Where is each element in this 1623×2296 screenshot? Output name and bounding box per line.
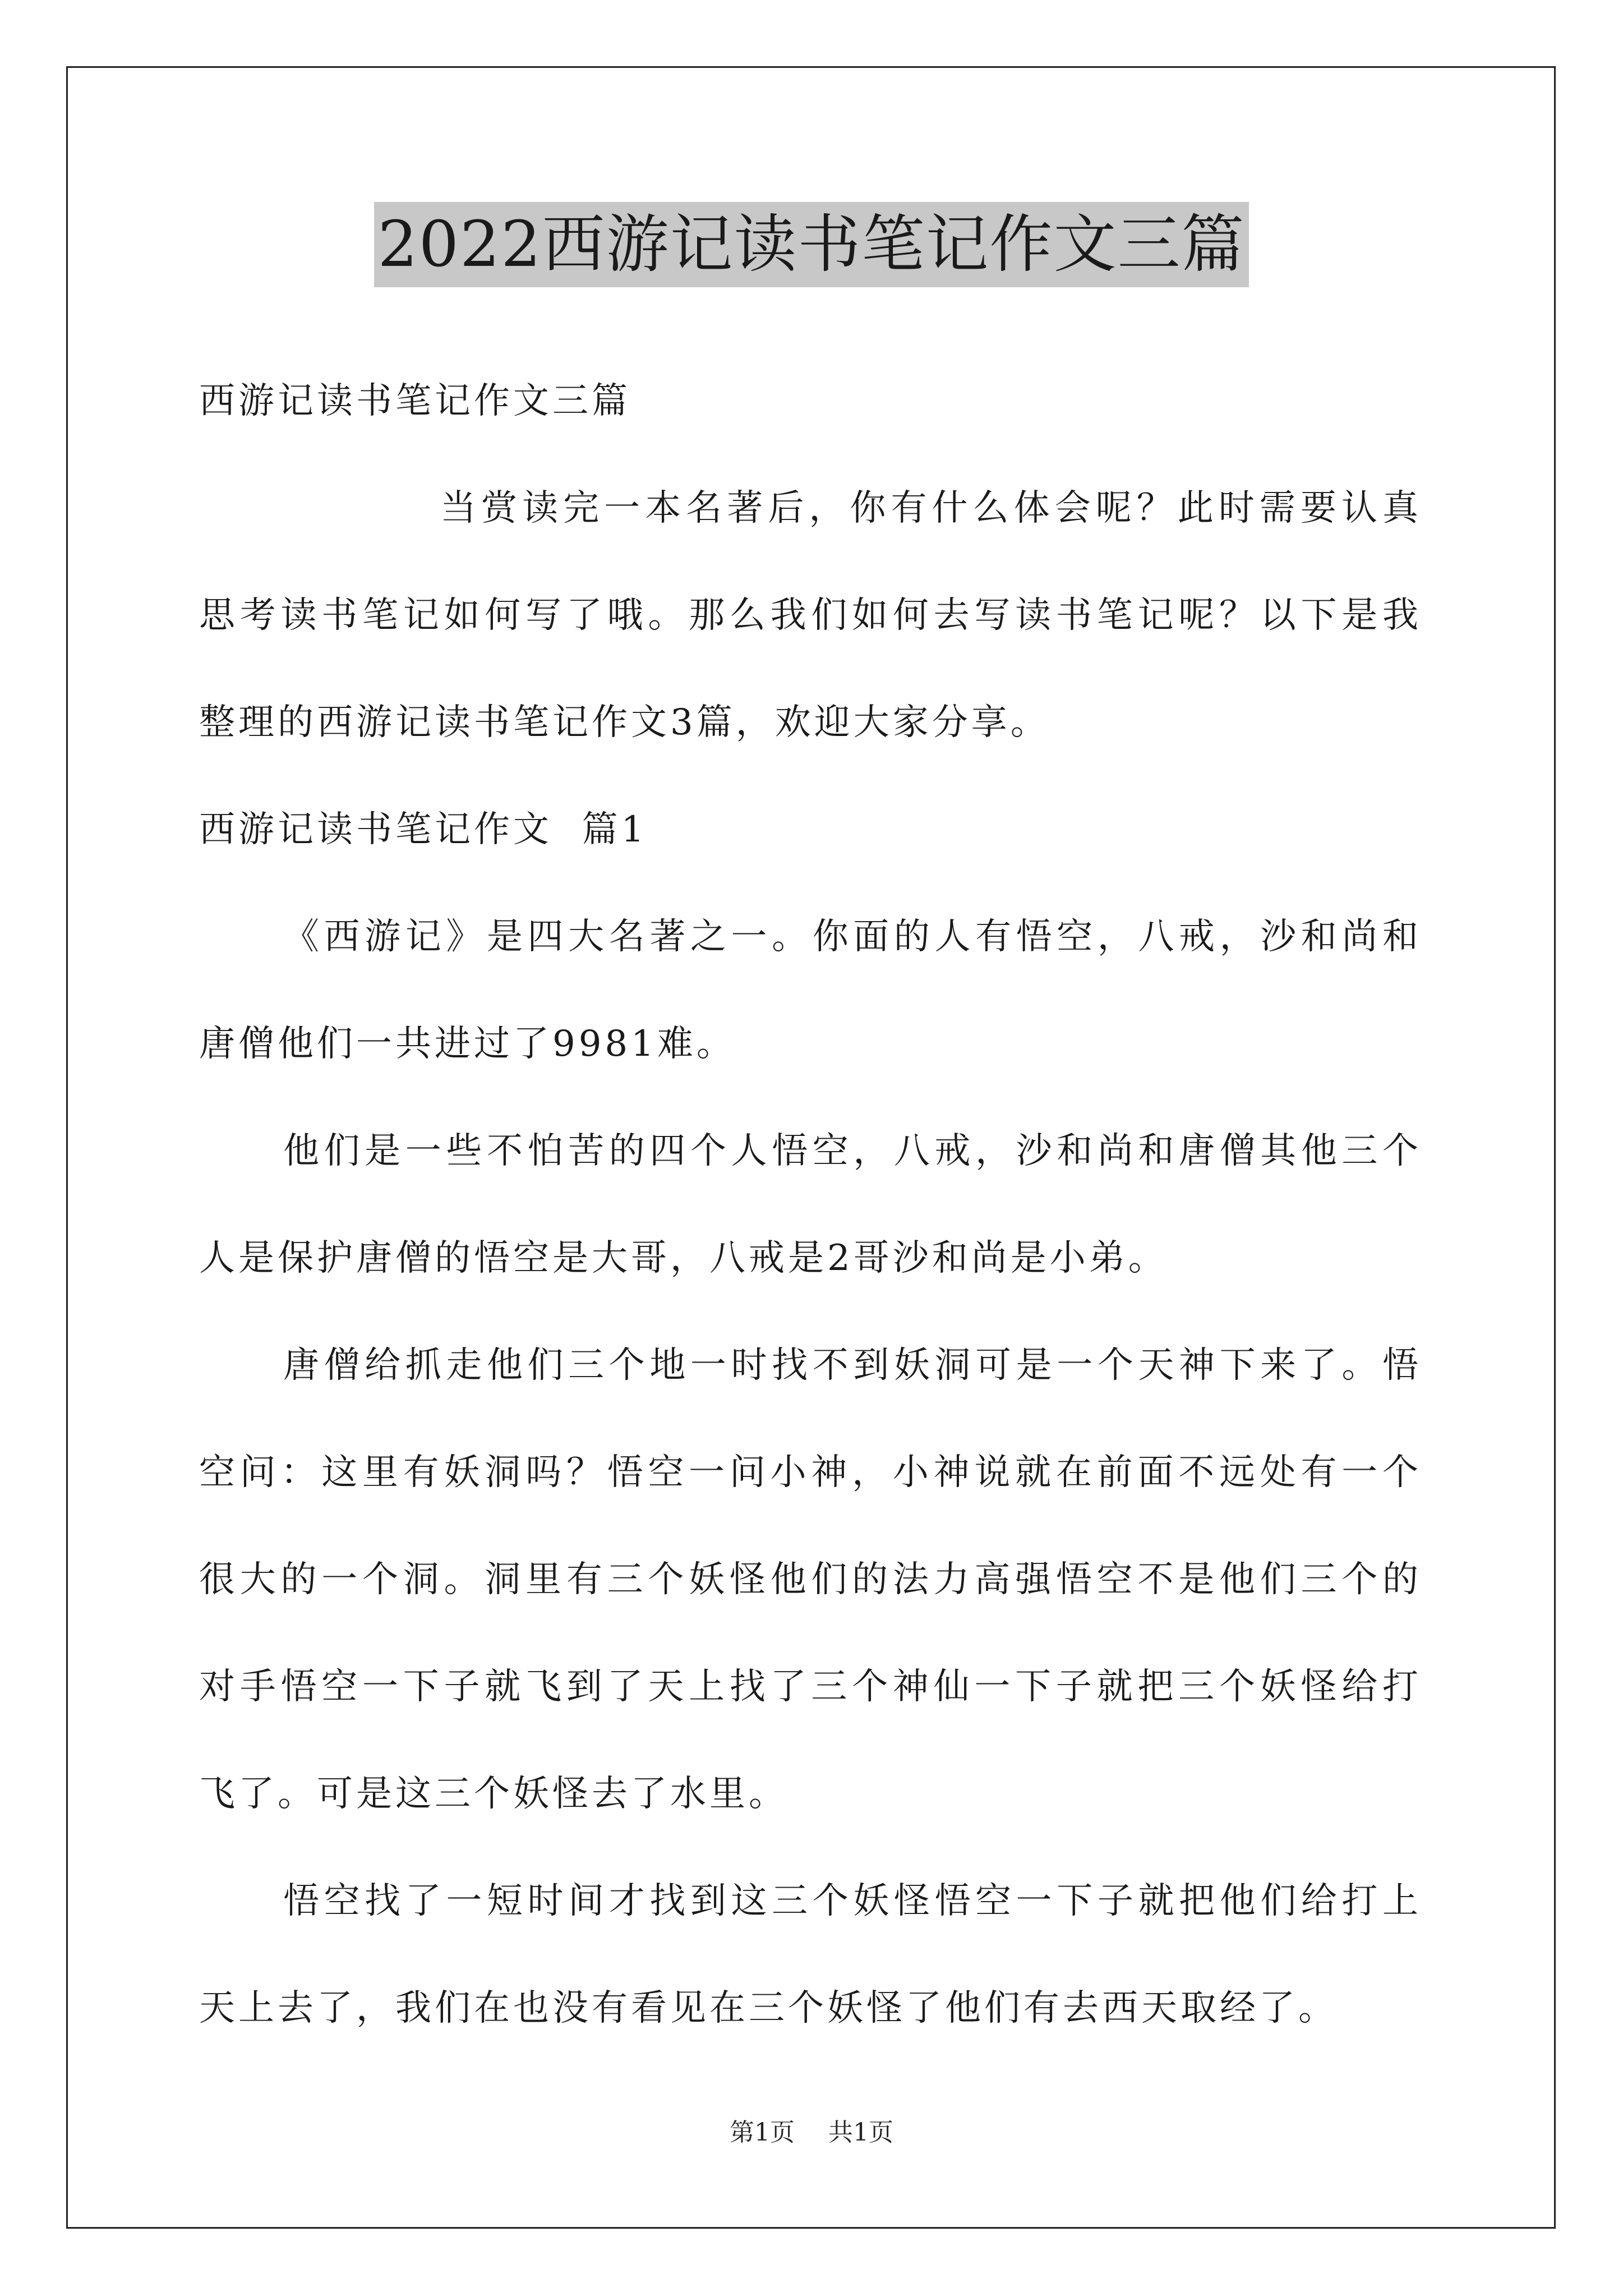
paragraph-line: 飞了。可是这三个妖怪去了水里。 [199,1773,788,1815]
paragraph-line: 天上去了，我们在也没有看见在三个妖怪了他们有去西天取经了。 [199,1987,1338,2029]
paragraph-line: 悟空找了一短时间才找到这三个妖怪悟空一下子就把他们给打上 [283,1880,1422,1922]
page-footer [0,2112,1623,2148]
paragraph-line: 人是保护唐僧的悟空是大哥，八戒是2哥沙和尚是小弟。 [199,1237,1168,1279]
paragraph-line: 整理的西游记读书笔记作文3篇，欢迎大家分享。 [199,702,1050,743]
page-number: 第1页 [730,2118,795,2147]
document-body [199,348,1422,2062]
section-heading: 西游记读书笔记作文三篇 [199,380,631,422]
title-container [0,202,1623,287]
paragraph-line: 思考读书笔记如何写了哦。那么我们如何去写读书笔记呢？以下是我 [199,595,1422,636]
paragraph-line: 《西游记》是四大名著之一。你面的人有悟空，八戒，沙和尚和 [283,916,1422,958]
paragraph-line: 空问：这里有妖洞吗？悟空一问小神，小神说就在前面不远处有一个 [199,1452,1422,1493]
paragraph-line: 对手悟空一下子就飞到了天上找了三个神仙一下子就把三个妖怪给打 [199,1666,1422,1708]
page-total: 共1页 [828,2118,893,2147]
paragraph-line: 他们是一些不怕苦的四个人悟空，八戒，沙和尚和唐僧其他三个 [283,1130,1422,1172]
document-title: 2022西游记读书笔记作文三篇 [374,202,1248,287]
section-heading: 西游记读书笔记作文 篇1 [199,809,648,850]
paragraph-line: 当赏读完一本名著后，你有什么体会呢？此时需要认真 [440,487,1422,529]
paragraph-line: 很大的一个洞。洞里有三个妖怪他们的法力高强悟空不是他们三个的 [199,1559,1422,1600]
paragraph-line: 唐僧给抓走他们三个地一时找不到妖洞可是一个天神下来了。悟 [283,1345,1422,1386]
paragraph-line: 唐僧他们一共进过了9981难。 [199,1023,736,1065]
